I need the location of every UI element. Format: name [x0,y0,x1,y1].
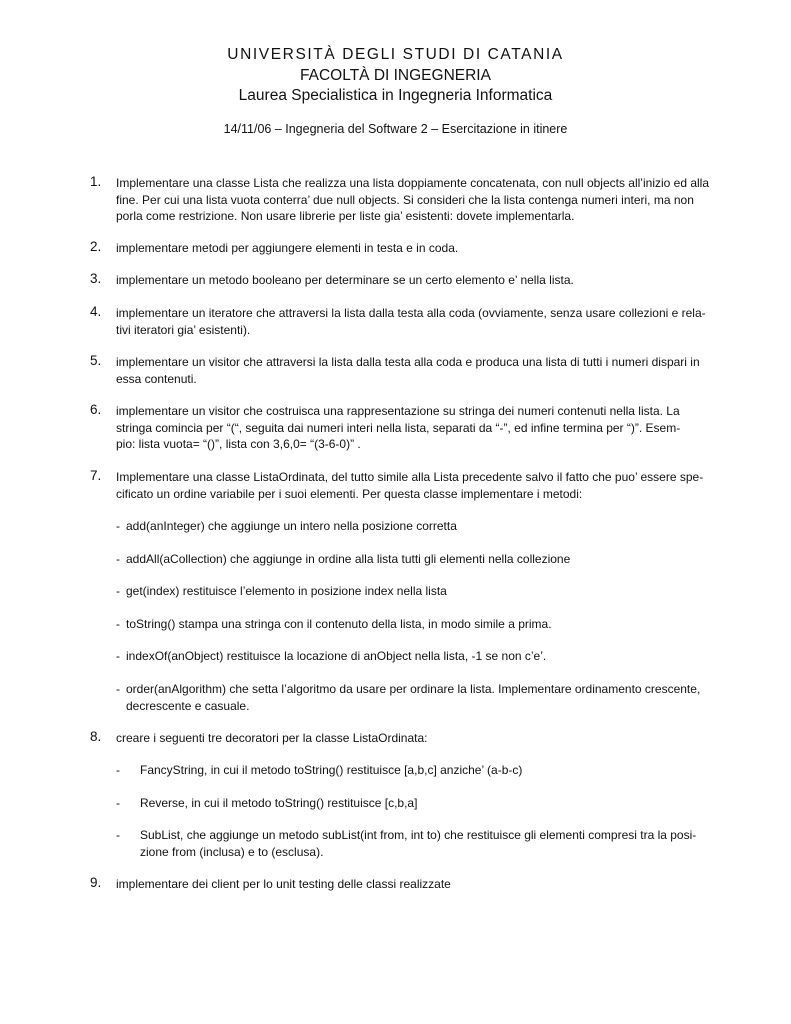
item-text [116,876,710,893]
text-line: toString() stampa una stringa con il contenuto della lista, in modo simile a prima. [126,617,552,631]
item-number: 8. [90,729,102,744]
degree-title: Laurea Specialistica in Ingegneria Informatica [238,87,553,104]
text-line: implementare metodi per aggiungere elementi in testa e in coda. [116,241,459,255]
dash-bullet: - [116,828,120,842]
text-line: implementare un visitor che attraversi la lista dalla testa alla coda e produca una lista di tutti i numeri dispari in [116,355,700,369]
text-line: implementare un iteratore che attraversi la lista dalla testa alla coda (ovviamente, senza usare collezioni e rela- [116,306,706,320]
item-text [116,469,710,502]
faculty-title: FACOLTÀ DI INGEGNERIA [300,67,491,84]
item-text [116,730,710,747]
text-line: essa contenuti. [116,371,197,386]
text-line: zione from (inclusa) e to (esclusa). [140,844,324,859]
dash-bullet: - [116,796,120,810]
item-number: 6. [90,402,102,417]
item-number: 4. [90,304,102,319]
item-text [116,354,710,387]
method-text [126,583,716,600]
method-text [126,616,716,633]
university-title: UNIVERSITÀ DEGLI STUDI DI CATANIA [227,46,564,63]
text-line: Implementare una classe Lista che realizza una lista doppiamente concatenata, con null objects all’inizio ed alla [116,176,710,190]
text-line: indexOf(anObject) restituisce la locazione di anObject nella lista, -1 se non c’e’. [126,649,547,663]
decorator-text [140,827,716,860]
text-line: pio: lista vuota= “()”, lista con 3,6,0= “(3-6-0)” . [116,437,361,451]
text-line: SubList, che aggiunge un metodo subList(int from, int to) che restituisce gli elementi compresi tra la posi- [140,828,697,842]
item-number: 7. [90,468,102,483]
dash-bullet: - [116,649,120,663]
item-number: 9. [90,875,102,890]
item-text [116,403,710,453]
method-text [126,518,716,535]
text-line: addAll(aCollection) che aggiunge in ordine alla lista tutti gli elementi nella collezione [126,552,571,566]
text-line: porla come restrizione. Non usare librerie per liste gia’ esistenti: dovete implementarla. [116,209,575,223]
method-text [126,551,716,568]
method-text [126,648,716,665]
text-line: implementare un metodo booleano per determinare se un certo elemento e’ nella lista. [116,273,574,287]
dash-bullet: - [116,763,120,777]
text-line: add(anInteger) che aggiunge un intero nella posizione corretta [126,519,457,533]
text-line: FancyString, in cui il metodo toString() restituisce [a,b,c] anziche’ (a-b-c) [140,763,523,777]
dash-bullet: - [116,682,120,696]
decorator-text [140,762,716,779]
item-text [116,175,710,225]
text-line: Implementare una classe ListaOrdinata, del tutto simile alla Lista precedente salvo il fatto che puo’ essere spe- [116,470,704,484]
text-line: tivi iteratori gia’ esistenti). [116,322,251,337]
text-line: decrescente e casuale. [126,698,250,713]
item-number: 5. [90,353,102,368]
item-number: 3. [90,271,102,286]
exercise-subtitle: 14/11/06 – Ingegneria del Software 2 – Esercitazione in itinere [223,122,568,136]
item-text [116,240,710,257]
text-line: get(index) restituisce l’elemento in posizione index nella lista [126,584,447,598]
dash-bullet: - [116,584,120,598]
dash-bullet: - [116,617,120,631]
text-line: creare i seguenti tre decoratori per la classe ListaOrdinata: [116,731,428,745]
item-number: 2. [90,239,102,254]
text-line: cificato un ordine variabile per i suoi elementi. Per questa classe implementare i metodi: [116,486,583,501]
text-line: implementare un visitor che costruisca una rappresentazione su stringa dei numeri contenuti nella lista. La [116,404,680,418]
text-line: implementare dei client per lo unit testing delle classi realizzate [116,877,451,891]
decorator-text [140,795,716,812]
item-text [116,305,710,338]
dash-bullet: - [116,552,120,566]
item-number: 1. [90,174,102,189]
text-line: Reverse, in cui il metodo toString() restituisce [c,b,a] [140,796,418,810]
text-line: order(anAlgorithm) che setta l’algoritmo da usare per ordinare la lista. Implementare ordinamento crescente, [126,682,701,696]
text-line: fine. Per cui una lista vuota conterra’ due null objects. Si consideri che la lista contenga numeri interi, ma non [116,192,694,207]
text-line: stringa comincia per “(“, seguita dai numeri interi nella lista, separati da “-”, ed infine termina per “)”. Esem- [116,420,681,435]
dash-bullet: - [116,519,120,533]
item-text [116,272,710,289]
method-text [126,681,716,714]
